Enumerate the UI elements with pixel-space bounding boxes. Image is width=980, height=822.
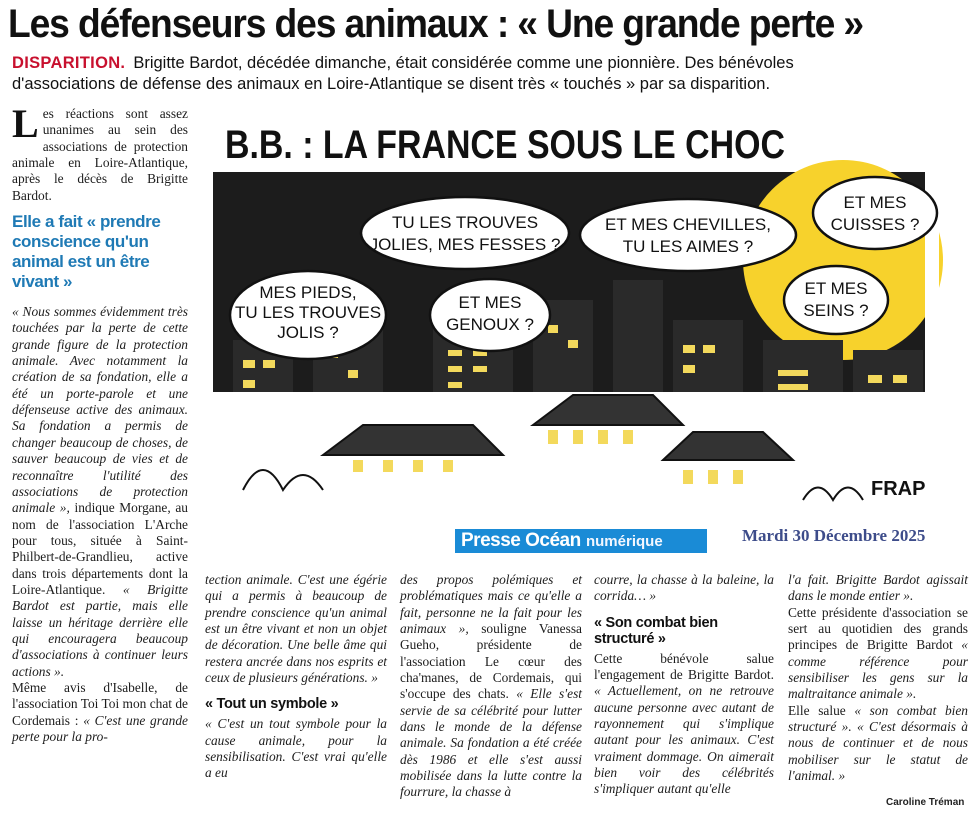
- quote-benevole-end: l'a fait. Brigitte Bardot agissait dans le monde entier ».: [788, 572, 968, 604]
- quote-isabelle: « C'est une grande perte pour la pro-: [12, 712, 188, 744]
- presidente-intro: Cette présidente d'association se sert au quotidien des grands principes de Brigitte Bardot: [788, 604, 968, 653]
- quote-vanessa: « C'est un tout symbole pour la cause animale, pour la sensibilisation. C'est vrai qu'elle a eu: [205, 716, 387, 781]
- cartoon-title: B.B. : LA FRANCE SOUS LE CHOC: [225, 123, 785, 167]
- attribution-morgane: indique Morgane, au nom de l'association L'Arche pour tous, située à Saint-Philbert-de-Grandlieu, active dans trois départements dont la Loire-Atlantique.: [12, 500, 188, 597]
- standfirst-line-2: d'associations de défense des animaux en Loire-Atlantique se disent très « touchés » par sa disparition.: [12, 75, 771, 93]
- attribution-vanessa: souligne Vanessa Gueho, présidente de l'association Le cœur des cha'manes, de Cordemais, qui s'occupe des chats.: [400, 621, 582, 702]
- publication-date: Mardi 30 Décembre 2025: [742, 526, 926, 545]
- cartoon-illustration: [203, 110, 973, 518]
- quote-benevole: « Actuellement, on ne retrouve aucune personne avec autant de rayonnement qui s'implique autant pour les animaux. C'est vraiment dommage. On aimerait bien voir des célébrités s'impliquer autant qu'elle: [594, 683, 774, 797]
- bubble-6-line-2: SEINS ?: [803, 301, 869, 320]
- standfirst-line-1: Brigitte Bardot, décédée dimanche, était considérée comme une pionnière. Des bénévoles: [133, 54, 794, 72]
- bubble-6-line-1: ET MES: [804, 279, 868, 298]
- quote-morgane-2: « Brigitte Bardot est partie, mais elle laisse un héritage derrière elle qui encouragera beaucoup d'associations à continuer leurs actions ».: [12, 581, 188, 679]
- author-signature: Caroline Tréman: [886, 797, 965, 808]
- bubble-2-line-1: TU LES TROUVES: [391, 213, 539, 232]
- bubble-2-line-2: JOLIES, MES FESSES ?: [369, 235, 561, 254]
- column-1: [12, 101, 188, 745]
- quote-isabelle-cont: tection animale. C'est une égérie qui a permis à beaucoup de prendre conscience qu'un animal est un être vivant et non un objet de décoration. Une belle âme qui restera ancrée dans nos esprits et ceux de plusieurs générations. »: [205, 572, 387, 686]
- artist-signature: FRAP: [871, 478, 926, 500]
- kicker: DISPARITION.: [12, 54, 126, 72]
- quote-morgane: « Nous sommes évidemment très touchées par la perte de cette grande figure de la protection animale. Avec notamment la création de sa fondation, elle a été un porte-parole et une défenseuse active des animaux. Sa fondation a permis de changer beaucoup de choses, de sauver beaucoup de vies et de reconnaître l'utilité des associations de protection animale »,: [12, 304, 188, 516]
- bubble-3-line-2: GENOUX ?: [446, 315, 534, 334]
- intertitle-combat: « Son combat bien structuré »: [594, 614, 718, 647]
- bubble-5-line-1: ET MES: [843, 193, 907, 212]
- bubble-4-line-1: ET MES CHEVILLES,: [605, 215, 771, 234]
- brand-suffix: numérique: [585, 533, 663, 550]
- quote-combat: « son combat bien structuré ». « C'est désormais à nous de continuer et de nous mobiliser sur le statut de l'animal. »: [788, 702, 968, 784]
- intertitle-symbole: « Tout un symbole »: [205, 696, 339, 713]
- column-4: [594, 572, 774, 798]
- quote-vanessa-2: « Elle s'est servie de sa célébrité pour lutter dans le monde de la défense animale. Sa fondation a été créée dès 1986 et elle s'est aussi mobilisée dans la lutte contre la fourrure, la chasse à: [400, 686, 583, 800]
- intro-paragraph: es réactions sont assez unanimes au sein des associations de protection animale en Loire-Atlantique, après le décès de Brigitte Bardot.: [12, 106, 188, 203]
- bubble-1-line-2: TU LES TROUVES: [234, 303, 382, 322]
- quote-vanessa-cont: des propos polémiques et problématiques mais ce qu'elle a fait, personne ne la fait pour les animaux »,: [400, 572, 582, 637]
- bubble-5-line-2: CUISSES ?: [830, 215, 920, 234]
- quote-reference: « comme référence pour sensibiliser les gens sur la maltraitance animale ».: [788, 637, 968, 702]
- subheading: Elle a fait « prendre conscience qu'un animal est un être vivant »: [12, 212, 161, 292]
- bubble-4-line-2: TU LES AIMES ?: [622, 237, 754, 256]
- bubble-3-line-1: ET MES: [458, 293, 522, 312]
- benevole-intro: Cette bénévole salue l'engagement de Brigitte Bardot.: [594, 650, 774, 683]
- presse-ocean-banner: [455, 529, 707, 553]
- quote-vanessa-end: courre, la chasse à la baleine, la corrida… »: [594, 572, 774, 604]
- bubble-1-line-1: MES PIEDS,: [259, 283, 357, 302]
- standfirst: [12, 53, 972, 95]
- column-3: [400, 572, 582, 801]
- drop-cap: L: [12, 101, 39, 146]
- brand-name: Presse Océan: [461, 530, 581, 551]
- salue-intro: Elle salue: [788, 702, 855, 718]
- attribution-isabelle: Même avis d'Isabelle, de l'association Toi Toi mon chat de Cordemais :: [12, 679, 188, 728]
- bubble-1-line-3: JOLIS ?: [277, 323, 339, 342]
- headline: Les défenseurs des animaux : « Une grande perte »: [8, 2, 863, 46]
- column-2: [205, 572, 387, 782]
- column-5: [788, 572, 968, 784]
